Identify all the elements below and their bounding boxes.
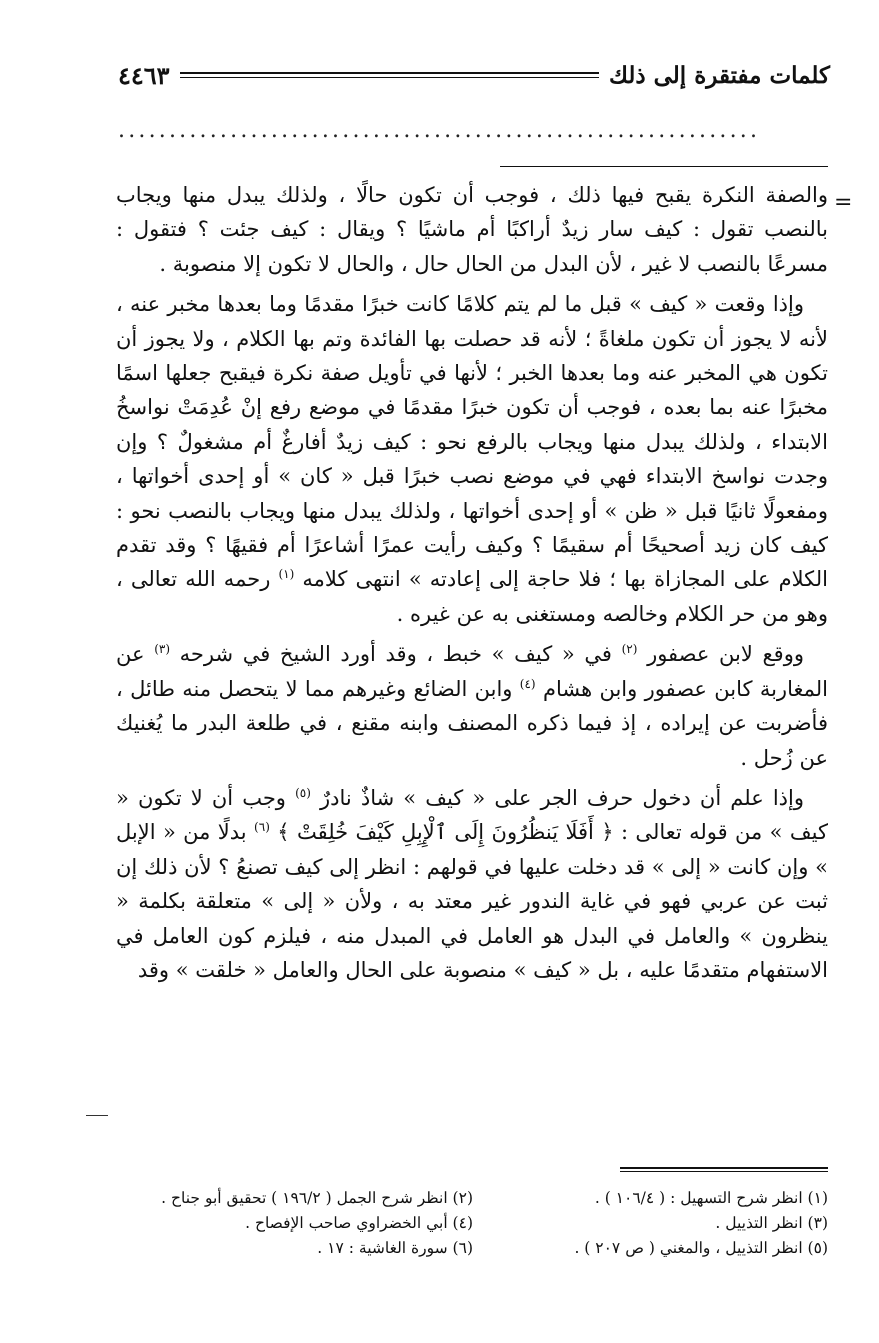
footnote-row — [118, 1211, 828, 1236]
footnote-ref-3: (٣) — [154, 642, 171, 657]
page-number: ٤٤٦٣ — [118, 60, 170, 90]
paragraph-4-text: وإذا علم أن دخول حرف الجر على « كيف » شاذٌ نادرٌ — [320, 785, 804, 810]
footnote-ref-2: (٢) — [621, 642, 638, 657]
continuation-mark: = — [834, 190, 853, 215]
paragraph-3 — [116, 637, 828, 775]
header-rule — [180, 72, 599, 78]
body-text — [116, 178, 828, 993]
paragraph-3-text-3: عن المغاربة كابن عصفور وابن هشام — [116, 642, 828, 701]
footnote-1: (١) انظر شرح التسهيل : ( ١٠٦/٤ ) . — [594, 1189, 828, 1207]
paragraph-2 — [116, 287, 828, 631]
running-title: كلمات مفتقرة إلى ذلك — [608, 61, 830, 89]
paragraph-1: والصفة النكرة يقبح فيها ذلك ، فوجب أن تكون حالًا ، ولذلك يبدل منها ويجاب بالنصب تقول : كيف سار زيدٌ أراكبًا أم ماشيًا ؟ ويقال : كيف جئت ؟ فتقول : مسرعًا بالنصب لا غير ، لأن البدل من الحال حال ، والحال لا تكون إلا منصوبة . — [116, 183, 828, 276]
paragraph-2-end: رحمه الله تعالى ، وهو من حر الكلام وخالصه ومستغنى به عن غيره . — [116, 567, 828, 626]
footnote-ref-1: (١) — [278, 567, 295, 582]
paragraph-4-text-2: بدلًا من « الإبل » وإن كانت « إلى » قد دخلت عليها في قولهم : انظر إلى كيف تصنعُ ؟ لأن ذلك إن ثبت عن عربي فهو في غاية الندور غير معتد به ، ولأن « إلى » متعلقة بكلمة « ينظرون » والعامل في البدل هو العامل في المبدل منه ، فيلزم كون العامل في الاستفهام متقدمًا عليه ، بل « كيف » منصوبة على الحال والعامل « خلقت » وقد — [116, 820, 828, 982]
paragraph-3-text: ووقع لابن عصفور — [647, 642, 805, 667]
continuation-dash — [86, 1115, 108, 1116]
paragraph-3-text-2: في « كيف » خبط ، وقد أورد الشيخ في شرحه — [179, 642, 612, 667]
footnotes — [118, 1186, 828, 1261]
footnote-row — [118, 1186, 828, 1211]
quran-quote: وجب أن لا تكون « كيف » من قوله تعالى : ﴿ أَفَلَا يَنظُرُونَ إِلَى ٱلْإِبِلِ كَيْفَ خُلِقَتْ ﴾ — [116, 785, 828, 845]
footnote-ref-5: (٥) — [295, 785, 311, 800]
footnote-5: (٥) انظر التذييل ، والمغني ( ص ٢٠٧ ) . — [574, 1239, 828, 1257]
section-rule — [500, 166, 828, 167]
footnote-4: (٤) أبي الخضراوي صاحب الإفصاح . — [245, 1214, 473, 1232]
footnote-row — [118, 1236, 828, 1261]
footnote-ref-6: (٦) — [254, 820, 270, 835]
dotted-separator: ............................................................... — [118, 118, 761, 143]
paragraph-4 — [116, 781, 828, 987]
footnote-6: (٦) سورة الغاشية : ١٧ . — [317, 1239, 473, 1257]
footnote-rule — [620, 1167, 828, 1172]
footnote-ref-4: (٤) — [519, 676, 536, 691]
footnote-3: (٣) انظر التذييل . — [715, 1214, 828, 1232]
paragraph-2-text: وإذا وقعت « كيف » قبل ما لم يتم كلامًا كانت خبرًا مقدمًا وما بعدها مخبر عنه ، لأنه لا يجوز أن تكون ملغاةً ؛ لأنه قد حصلت بها الفائدة وتم بها الكلام ، ولا يجوز أن تكون هي المخبر عنه وما بعدها الخبر ؛ لأنها في تأويل صفة نكرة فيقبح جعلها اسمًا مخبرًا عنه بما بعده ، فوجب أن تكون خبرًا مقدمًا في موضع رفع إنْ عُدِمَتْ نواسخُ الابتداء ، ولذلك يبدل منها ويجاب بالرفع نحو : كيف زيدٌ أفارغٌ أم مشغولٌ ؟ وإن وجدت نواسخ الابتداء فهي في موضع نصب خبرًا قبل « كان » أو إحدى أخواتها ، ومفعولًا ثانيًا قبل « ظن » أو إحدى أخواتها ، ولذلك يبدل منها ويجاب بالنصب نحو : كيف كان زيد أصحيحًا أم سقيمًا ؟ وكيف رأيت عمرًا أشاعرًا أم فقيهًا ؟ وقد تقدم الكلام على المجازاة بها ؛ فلا حاجة إلى إعادته » انتهى كلامه — [116, 292, 829, 592]
footnote-2: (٢) انظر شرح الجمل ( ١٩٦/٢ ) تحقيق أبو جناح . — [161, 1189, 473, 1207]
page-header — [118, 58, 830, 92]
paragraph-3-text-4: وابن الضائع وغيرهم مما لا يتحصل منه طائل ، فأضربت عن إيراده ، إذ فيما ذكره المصنف وابنه مقنع ، في طلعة البدر ما يُغنيك عن زُحل . — [116, 676, 828, 770]
